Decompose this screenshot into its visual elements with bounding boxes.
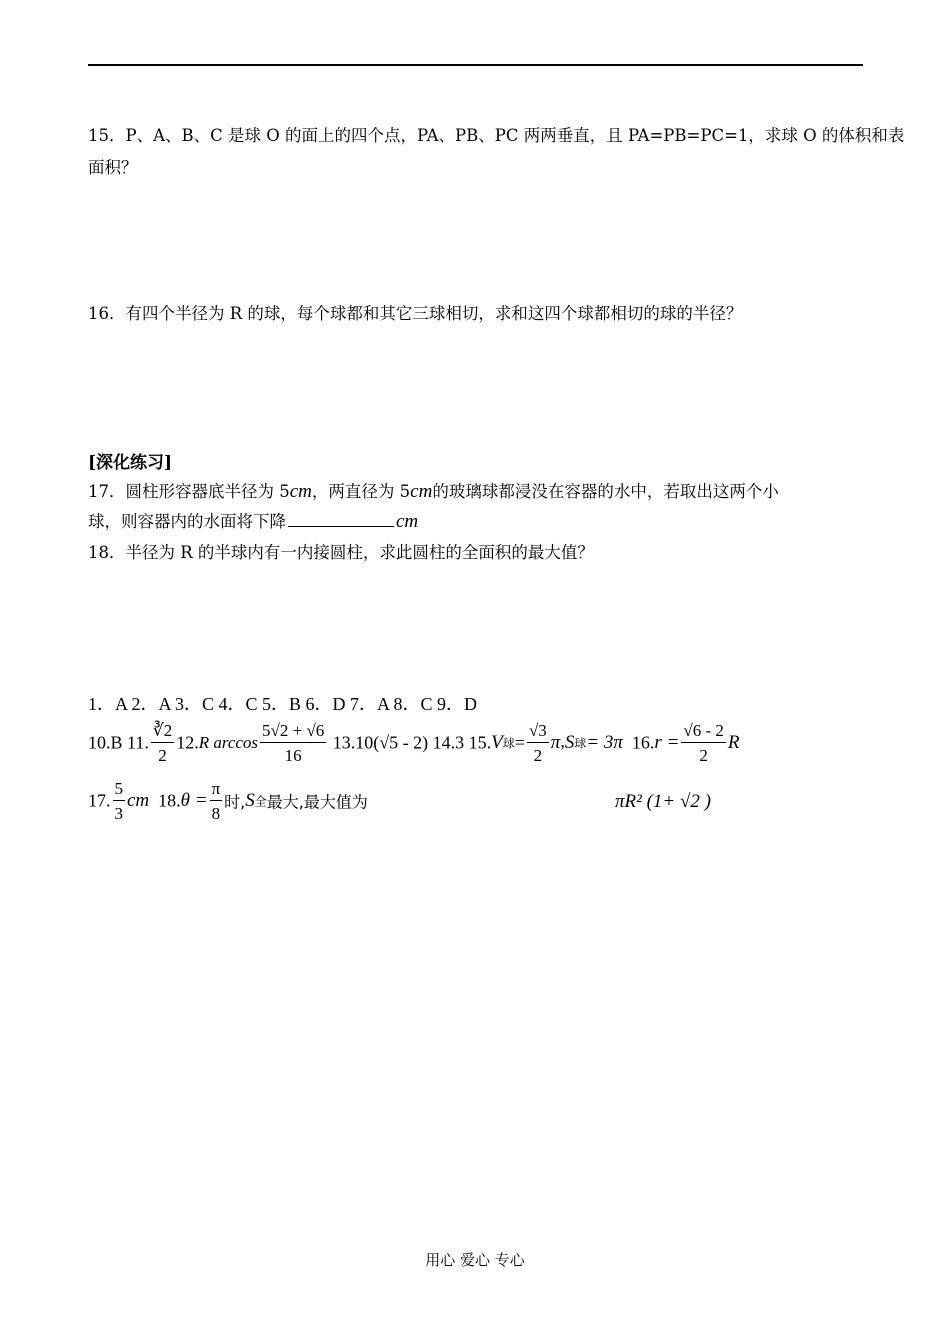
answer-blank[interactable]: [288, 512, 394, 527]
answer-18-value: πR² (1+ √2 ): [615, 790, 711, 812]
page-footer: 用心 爱心 专心: [425, 1251, 525, 1269]
fraction-17: $\frac{5}{3}$: [114, 779, 123, 823]
fraction-15: $\frac{√3}{2}$: [528, 721, 547, 765]
fraction-11: $\frac{∛2}{2}$: [152, 721, 173, 765]
fraction-12: $\frac{5√2 + √6}{16}$: [262, 721, 325, 765]
question-17-line-2: 球，则容器内的水面将下降 cm: [88, 511, 419, 532]
fraction-16: $\frac{√6 - 2}{2}$: [683, 721, 724, 765]
answers-row-2: 10.B 11. $\frac{∛2}{2}$ 12.R arccos $\frac{5√2 + √6}{16}$ 13.10(√5 - 2) 14.3 15.V球= $\frac{√3}{2}$ π,S球= 3π 16.r = $\frac{√6 - 2}{2}$ R: [88, 721, 740, 765]
fraction-18: $\frac{\pi}{8}$: [211, 779, 221, 823]
question-18: 18．半径为 R 的半球内有一内接圆柱，求此圆柱的全面积的最大值？: [88, 543, 594, 562]
question-15-line-1: 15．P、A、B、C 是球 O 的面上的四个点，PA、PB、PC 两两垂直，且 PA=PB=PC=1，求球 O 的体积和表: [88, 126, 905, 145]
question-16: 16．有四个半径为 R 的球，每个球都和其它三球相切，求和这四个球都相切的球的半径？: [88, 304, 743, 323]
section-title: [深化练习]: [88, 453, 173, 473]
answers-row-1: 1．A 2．A 3．C 4．C 5．B 6．D 7．A 8．C 9．D: [88, 694, 478, 714]
question-17-line-1: 17．圆柱形容器底半径为 5cm，两直径为 5cm的玻璃球都浸没在容器的水中，若取出这两个小: [88, 481, 779, 502]
header-rule: [88, 64, 863, 66]
answers-row-3: 17. $\frac{5}{3}$ cm 18.θ = $\frac{\pi}{8}$ 时,S全最大,最大值为: [88, 779, 368, 823]
question-15-line-2: 面积？: [88, 158, 138, 177]
